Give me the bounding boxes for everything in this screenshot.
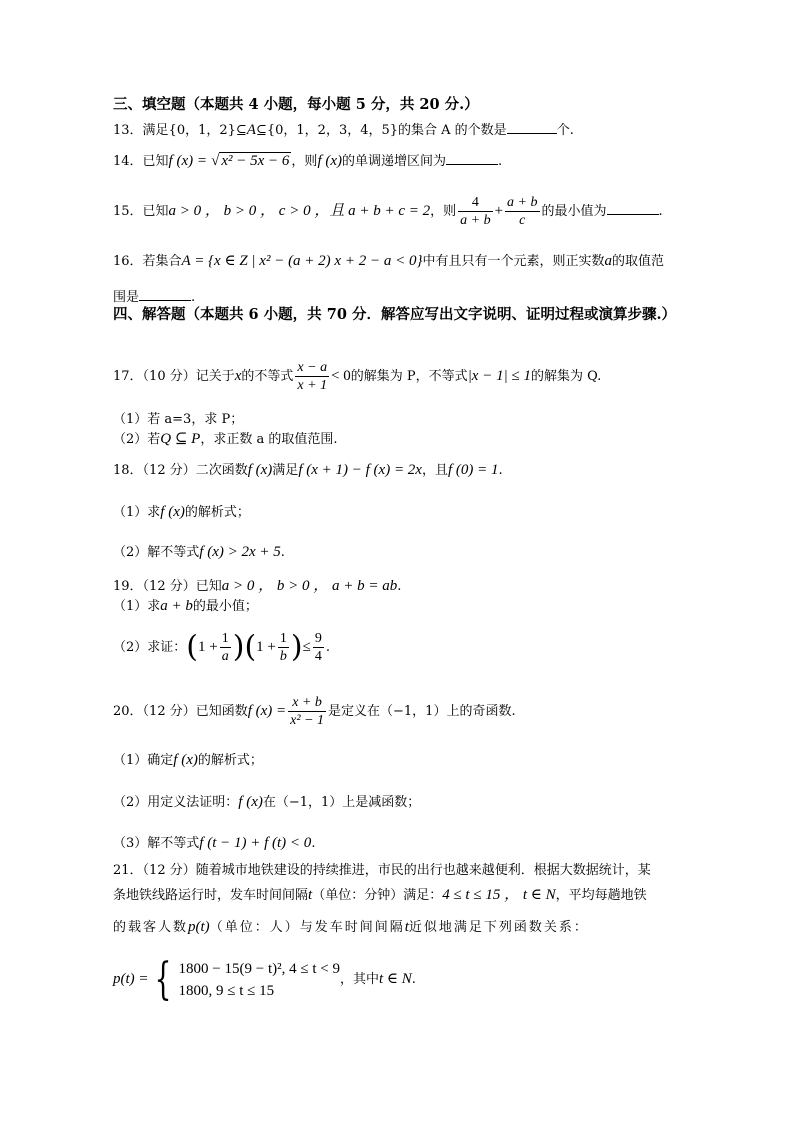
q16-end: . xyxy=(191,290,196,305)
q15-suffix: 的最小值为 xyxy=(541,204,607,219)
q20-p1-prefix: （1）确定 xyxy=(113,753,174,768)
q17-fraction xyxy=(295,359,329,394)
q20-suffix: 是定义在（−1，1）上的奇函数. xyxy=(328,704,516,719)
q20-p2-suffix: 在（−1，1）上是减函数； xyxy=(262,795,421,810)
q19-lparen-1: ( xyxy=(186,629,198,665)
q13-suffix: 个. xyxy=(556,123,574,138)
question-13 xyxy=(113,119,683,140)
q19-result-num: 9 xyxy=(314,631,322,646)
q17-part1: （1）若 a=3，求 P； xyxy=(113,412,244,427)
question-19 xyxy=(113,577,683,596)
q17-p2-math: Q ⊆ P xyxy=(160,431,201,447)
q21-l2-cond: 4 ≤ t ≤ 15 ， t ∈ N xyxy=(442,887,556,903)
q20-fraction xyxy=(288,694,326,729)
q15-frac2-num: a + b xyxy=(507,195,538,210)
q19-lparen-2: ( xyxy=(244,629,257,665)
q14-prefix: 14．已知 xyxy=(113,154,169,169)
q19-frac-b-den: b xyxy=(279,649,287,664)
q18-mid: 满足 xyxy=(272,463,299,478)
question-21-line3 xyxy=(113,918,683,937)
q20-frac-den: x² − 1 xyxy=(290,713,325,728)
section3-heading: 三、填空题（本题共 4 小题，每小题 5 分，共 20 分.） xyxy=(113,96,479,113)
q20-fx: f (x) = xyxy=(247,703,287,719)
q15-fraction-2 xyxy=(505,194,539,229)
q19-end: . xyxy=(397,579,402,594)
q20-p1-math: f (x) xyxy=(173,752,198,768)
q19-frac-a-den: a xyxy=(221,649,229,664)
q19-p1-math: a + b xyxy=(160,598,193,614)
q17-part2 xyxy=(113,430,683,449)
q19-p2-end: . xyxy=(325,640,330,655)
q15-conditions: a > 0 ， b > 0 ， c > 0 ，且 a + b + c = 2 xyxy=(168,203,431,219)
q19-p2-prefix: （2）求证： xyxy=(113,640,187,655)
q15-end: . xyxy=(658,204,663,219)
q15-plus: + xyxy=(494,203,504,219)
q13-answer-blank xyxy=(507,119,557,134)
q16-suffix2: 的取值范 xyxy=(611,254,664,269)
q17-mid: 的不等式 xyxy=(241,369,294,384)
q18-p2-math: f (x) > 2x + 5 xyxy=(199,544,281,560)
q17-head: 17．（10 分）记关于 xyxy=(113,369,235,384)
q19-part2 xyxy=(113,627,683,667)
q17-mid2: 的解集为 P，不等式 xyxy=(350,369,468,384)
q21-pt-cond: t ∈ N xyxy=(378,971,412,987)
q14-mid: ，则 xyxy=(291,154,318,169)
q19-fraction-result xyxy=(313,630,324,665)
q18-eq2: f (0) = 1 xyxy=(447,462,499,478)
q19-frac-a-num: 1 xyxy=(221,631,229,646)
q18-end: . xyxy=(498,463,503,478)
q20-head: 20．（12 分）已知函数 xyxy=(113,704,248,719)
q16-var: a xyxy=(604,253,612,269)
q14-fx: f (x) = xyxy=(168,153,207,169)
q13-prefix: 13．满足{0，1，2}⊆ xyxy=(113,123,247,138)
q15-fraction-1 xyxy=(458,194,492,229)
q15-frac2-den: c xyxy=(519,213,526,228)
q20-p2-prefix: （2）用定义法证明： xyxy=(113,795,239,810)
q14-sqrt-sign: √ xyxy=(211,153,220,169)
q15-prefix: 15．已知 xyxy=(113,204,169,219)
q19-fraction-a xyxy=(220,630,231,665)
q20-p3-end: . xyxy=(311,836,316,851)
q21-l3-pt: p(t) xyxy=(188,919,210,935)
q20-p3-prefix: （3）解不等式 xyxy=(113,836,200,851)
q13-mid: ⊆{0，1，2，3，4，5}的集合 A 的个数是 xyxy=(255,123,507,138)
q20-p3-math: f (t − 1) + f (t) < 0 xyxy=(199,835,312,851)
q18-p2-prefix: （2）解不等式 xyxy=(113,545,200,560)
q17-var: x xyxy=(234,368,242,384)
q18-part1 xyxy=(113,503,683,522)
q18-eq: f (x + 1) − f (x) = 2x xyxy=(298,462,422,478)
q20-part2 xyxy=(113,793,683,812)
q20-p1-suffix: 的解析式； xyxy=(197,753,263,768)
q17-p2-suffix: ，求正数 a 的取值范围. xyxy=(200,432,338,447)
q21-l3-mid: （单位：人）与发车时间间隔 xyxy=(209,920,405,935)
q18-p1-math: f (x) xyxy=(160,504,185,520)
q21-l2-prefix: 条地铁线路运行时，发车时间间隔 xyxy=(113,888,309,903)
q19-rparen-1: ) xyxy=(232,629,245,665)
q21-l3-t: t xyxy=(404,919,409,935)
q21-cases xyxy=(179,958,340,1002)
question-14 xyxy=(113,150,683,171)
section4-heading: 四、解答题（本题共 6 小题，共 70 分．解答应写出文字说明、证明过程或演算步骤.） xyxy=(113,306,677,323)
q15-mid: ，则 xyxy=(430,204,457,219)
q14-radicand: x² − 5x − 6 xyxy=(221,153,290,169)
q18-part2 xyxy=(113,543,683,562)
q20-p2-math: f (x) xyxy=(238,794,263,810)
question-21-line2 xyxy=(113,886,683,905)
q15-frac1-num: 4 xyxy=(458,194,492,212)
question-18 xyxy=(113,461,683,480)
q20-part3 xyxy=(113,834,683,853)
q18-p1-suffix: 的解析式； xyxy=(184,505,250,520)
q21-left-brace: { xyxy=(154,953,171,1005)
q14-suffix: 的单调递增区间为 xyxy=(342,154,447,169)
question-17 xyxy=(113,356,683,396)
q16-prefix: 16．若集合 xyxy=(113,254,182,269)
q16-answer-blank xyxy=(139,286,191,301)
q18-head: 18．（12 分）二次函数 xyxy=(113,463,248,478)
q21-case-2: 1800, 9 ≤ t ≤ 15 xyxy=(178,982,275,999)
q16-suffix: 中有且只有一个元素，则正实数 xyxy=(422,254,605,269)
question-16-line2 xyxy=(113,286,683,307)
q18-p2-end: . xyxy=(280,545,285,560)
q20-part1 xyxy=(113,751,683,770)
question-16 xyxy=(113,252,683,271)
q20-frac-num: x + b xyxy=(288,694,326,712)
question-15 xyxy=(113,189,683,233)
question-21-line1: 21．（12 分）随着城市地铁建设的持续推进，市民的出行也越来越便利．根据大数据统计，某 xyxy=(113,863,651,878)
q19-one-plus-2: 1 + xyxy=(256,639,276,655)
q21-pt-lhs: p(t) = xyxy=(113,971,149,987)
q19-result-den: 4 xyxy=(314,649,322,664)
q21-l3-suffix: 近似地满足下列函数关系： xyxy=(408,920,589,935)
q21-pt-end: . xyxy=(411,972,416,987)
q17-suffix: 的解集为 Q. xyxy=(530,369,602,384)
q21-l2-mid: （单位：分钟）满足： xyxy=(312,888,443,903)
q17-frac-den: x + 1 xyxy=(297,378,328,393)
q17-abs: |x − 1| ≤ 1 xyxy=(467,368,531,384)
q19-le: ≤ xyxy=(302,639,311,655)
q15-frac1-den: a + b xyxy=(460,213,491,228)
q17-lt0: < 0 xyxy=(331,368,351,384)
q21-case-1: 1800 − 15(9 − t)², 4 ≤ t < 9 xyxy=(178,960,340,977)
q14-answer-blank xyxy=(446,150,498,165)
q19-cond: a > 0 ， b > 0 ， a + b = ab xyxy=(221,578,398,594)
q17-p2-prefix: （2）若 xyxy=(113,432,161,447)
q14-fx2: f (x) xyxy=(317,153,343,169)
q21-l2-suffix: ，平均每趟地铁 xyxy=(555,888,647,903)
q19-part1 xyxy=(113,597,683,616)
q19-frac-b-num: 1 xyxy=(279,631,287,646)
q21-piecewise xyxy=(113,955,683,1003)
q17-frac-num: x − a xyxy=(297,360,328,375)
q13-var: A xyxy=(246,122,256,138)
q18-fx: f (x) xyxy=(247,462,273,478)
q19-head: 19．（12 分）已知 xyxy=(113,579,222,594)
q14-end: . xyxy=(498,154,503,169)
q18-mid2: ，且 xyxy=(421,463,448,478)
q21-pt-suffix: ，其中 xyxy=(339,972,379,987)
q16-set: A = {x ∈ Z | x² − (a + 2) x + 2 − a < 0} xyxy=(181,253,423,269)
q21-l3-prefix: 的载客人数 xyxy=(113,920,189,935)
q21-l2-t: t xyxy=(308,887,313,903)
question-20 xyxy=(113,690,683,732)
q15-answer-blank xyxy=(607,200,659,215)
q19-p1-suffix: 的最小值； xyxy=(192,599,258,614)
q19-rparen-2: ) xyxy=(290,629,303,665)
q19-one-plus-1: 1 + xyxy=(198,639,218,655)
q16-line2: 围是 xyxy=(113,290,140,305)
q19-fraction-b xyxy=(278,630,289,665)
q18-p1-prefix: （1）求 xyxy=(113,505,161,520)
q19-p1-prefix: （1）求 xyxy=(113,599,161,614)
